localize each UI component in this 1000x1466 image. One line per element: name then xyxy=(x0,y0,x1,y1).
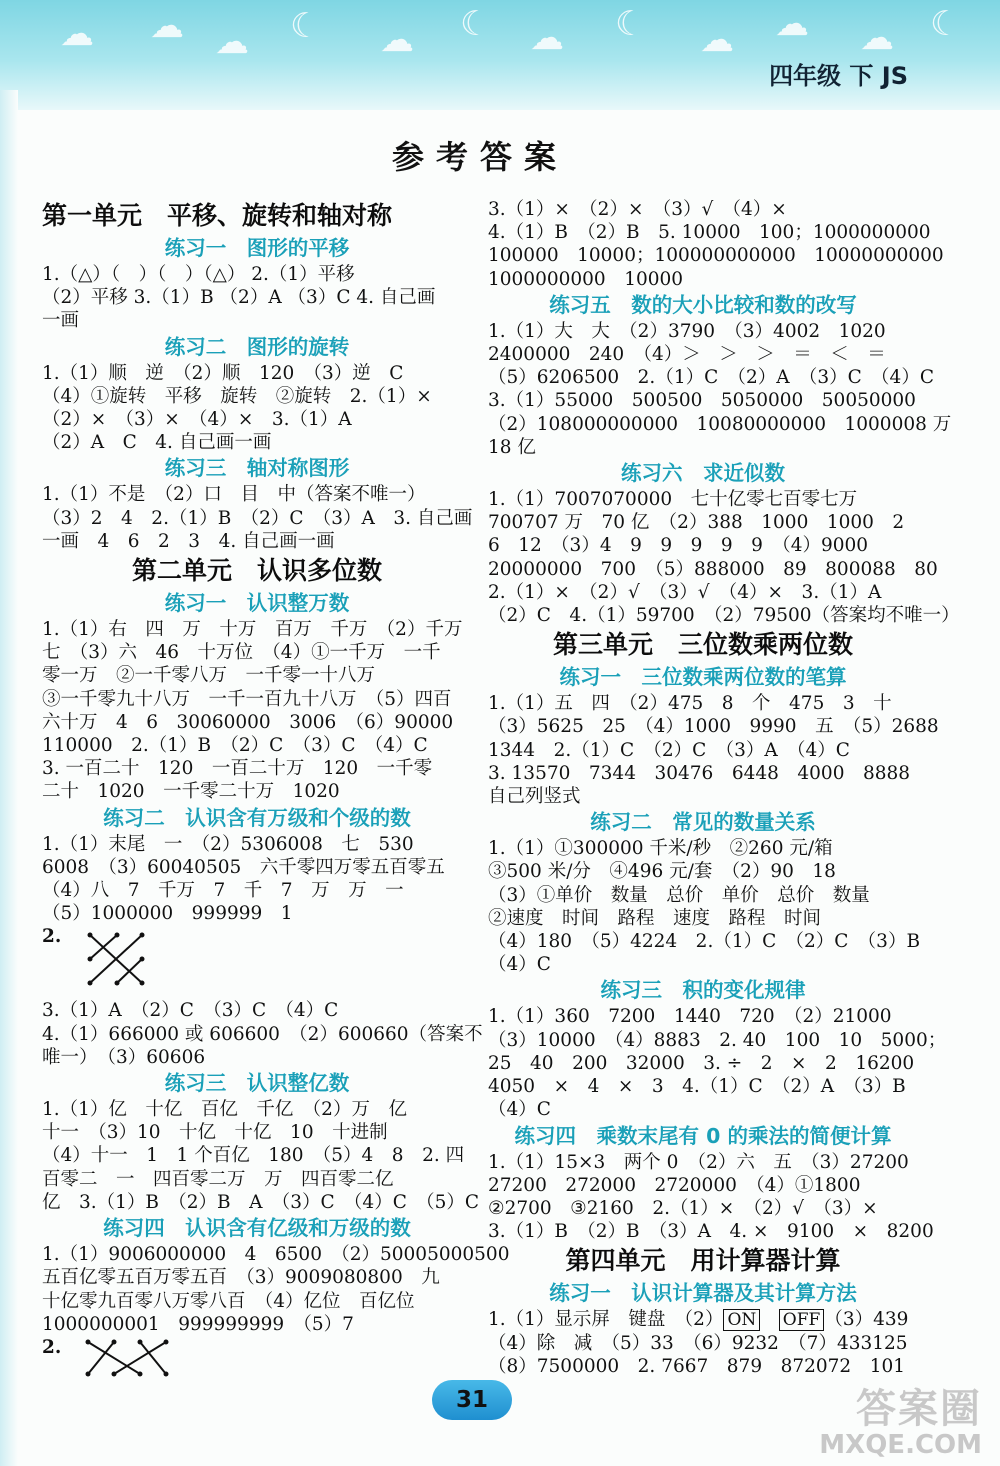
answer-line: 十一 （3）10 十亿 十亿 10 十进制 xyxy=(42,1122,388,1144)
matching-lines-icon xyxy=(62,925,202,999)
watermark-url: MXQE.COM xyxy=(819,1430,982,1460)
matching-dot xyxy=(112,1339,117,1344)
answer-line: 1000000001 999999999 （5）7 xyxy=(42,1313,354,1335)
section-heading: 练习一 图形的平移 xyxy=(164,236,350,260)
answer-line: 1.（1）360 7200 1440 720 （2）21000 xyxy=(488,1006,892,1028)
answer-line: 27200 272000 2720000 （4）①1800 xyxy=(488,1174,861,1196)
matching-dot xyxy=(115,981,120,986)
answer-line: （4）除 减 （5）33 （6）9232 （7）433125 xyxy=(488,1332,908,1354)
answer-line: 4.（1）B （2）B 5. 10000 100；1000000000 xyxy=(488,222,931,244)
matching-dot xyxy=(88,957,93,962)
answer-line: 3.（1）55000 500500 5050000 50050000 xyxy=(488,390,916,412)
answer-line: 25 40 200 32000 3. ÷ 2 × 2 16200 xyxy=(488,1052,915,1074)
matching-line xyxy=(140,1342,166,1374)
moon-icon: ☾ xyxy=(930,4,961,44)
answer-line: （8）7500000 2. 7667 879 872072 101 xyxy=(488,1355,906,1377)
answer-line: 6008 （3）60040505 六千零四万零五百零五 xyxy=(42,856,445,878)
off-key-icon: OFF xyxy=(779,1309,825,1331)
answer-line: （3）5625 25 （4）1000 9990 五 （5）2688 xyxy=(488,716,939,738)
section-heading: 练习六 求近似数 xyxy=(621,461,785,486)
matching-dot xyxy=(86,1339,91,1344)
answer-line: （4）八 7 千万 7 千 7 万 万 一 xyxy=(42,880,404,902)
answer-line: 1.（1）五 四 （2）475 8 个 475 3 十 xyxy=(488,693,892,715)
answer-line: 自己列竖式 xyxy=(488,786,581,808)
answer-line: （3）2 4 2.（1）B （2）C （3）A 3. 自己画 xyxy=(42,507,473,529)
answer-line: （5）1000000 999999 1 xyxy=(42,903,293,925)
cloud-icon: ☁ xyxy=(860,18,894,58)
answer-line: 零一万 ②一千零八万 一千零一十八万 xyxy=(42,665,376,687)
answer-line: （2）× （3）× （4）× 3.（1）A xyxy=(42,409,352,431)
answer-line: （2）平移 3.（1）B （2）A （3）C 4. 自己画 xyxy=(42,287,436,309)
answer-line: 1.（1）15×3 两个 0 （2）六 五 （3）27200 xyxy=(488,1151,909,1173)
matching-figure xyxy=(42,925,472,999)
page-number: 31 xyxy=(432,1380,512,1420)
matching-lines-icon xyxy=(62,1336,202,1382)
answer-line: 100000 10000；100000000000 10000000000 xyxy=(488,245,944,267)
answer-line: 3. 一百二十 120 一百二十万 120 一千零 xyxy=(42,758,433,780)
matching-dot xyxy=(138,1371,143,1376)
matching-figure xyxy=(42,1336,472,1382)
answer-line: ②2700 ③2160 2.（1）× （2）√ （3）× xyxy=(488,1197,878,1219)
cloud-icon: ☁ xyxy=(775,4,809,44)
header-banner xyxy=(0,0,1000,110)
answer-line: 亿 3.（1）B （2）B A （3）C （4）C （5）C xyxy=(42,1191,480,1213)
answer-line: （3）10000 （4）8883 2. 40 100 10 5000； xyxy=(488,1029,947,1051)
section-heading: 练习二 常见的数量关系 xyxy=(590,810,816,835)
answer-line: 1.（△）（ ）（ ）（△） 2.（1）平移 xyxy=(42,264,355,285)
matching-line xyxy=(88,1342,114,1374)
answer-line: 110000 2.（1）B （2）C （3）C （4）C xyxy=(42,735,428,757)
cloud-icon: ☁ xyxy=(60,14,94,54)
answer-line: （4）①旋转 平移 旋转 ②旋转 2.（1）× xyxy=(42,385,432,407)
watermark-logo-text: 答案圈 xyxy=(856,1386,982,1432)
answer-line: （2）A C 4. 自己画一画 xyxy=(42,432,272,454)
section-heading: 练习一 认识计算器及其计算方法 xyxy=(549,1281,857,1306)
cloud-icon: ☁ xyxy=(530,18,564,58)
answer-line: （4）C xyxy=(488,954,551,976)
answer-text: 1.（1）显示屏 键盘 （2） xyxy=(488,1309,724,1331)
moon-icon: ☾ xyxy=(615,4,646,44)
answer-line: 十亿零九百零八万零八百 （4）亿位 百亿位 xyxy=(42,1290,415,1312)
section-heading: 练习三 认识整亿数 xyxy=(164,1071,350,1096)
answer-line: 1.（1）7007070000 七十亿零七百零七万 xyxy=(488,489,858,511)
question-number: 2. xyxy=(42,926,62,948)
matching-line xyxy=(114,1342,166,1374)
matching-dot xyxy=(140,981,145,986)
unit-heading: 第二单元 认识多位数 xyxy=(131,556,382,586)
page-title: 参考答案 xyxy=(391,138,568,176)
cloud-icon: ☁ xyxy=(380,20,414,60)
answer-line: 4050 × 4 × 3 4.（1）C （2）A （3）B xyxy=(488,1076,906,1098)
answer-line: 3.（1）B （2）B （3）A 4. × 9100 × 8200 xyxy=(488,1221,934,1243)
matching-dot xyxy=(115,933,120,938)
answer-line: 百零二 一 四百零二万 万 四百零二亿 xyxy=(42,1168,394,1190)
section-heading: 练习五 数的大小比较和数的改写 xyxy=(549,292,857,317)
on-key-icon: ON xyxy=(723,1309,760,1331)
answer-line: （4）十一 1 1 个百亿 180 （5）4 8 2. 四 xyxy=(42,1145,465,1167)
unit-heading: 第四单元 用计算器计算 xyxy=(565,1246,841,1276)
cloud-icon: ☁ xyxy=(215,22,249,62)
answer-line: 1.（1）9006000000 4 6500 （2）50005000500 xyxy=(42,1244,510,1266)
question-number: 2. xyxy=(42,1336,62,1358)
answer-line: 4.（1）666000 或 606600 （2）600660（答案不 xyxy=(42,1023,483,1045)
answer-line: （5）6206500 2.（1）C （2）A （3）C （4）C xyxy=(488,367,934,389)
section-heading: 练习四 认识含有亿级和万级的数 xyxy=(103,1216,411,1241)
answer-line: （4）180 （5）4224 2.（1）C （2）C （3）B xyxy=(488,931,921,953)
answer-line: （2）C 4.（1）59700 （2）79500（答案均不唯一） xyxy=(488,605,960,627)
matching-dot xyxy=(86,1371,91,1376)
watermark xyxy=(819,1388,982,1460)
answer-line: 20000000 700 （5）888000 89 800088 80 xyxy=(488,558,938,580)
answer-line xyxy=(488,1308,918,1331)
matching-dot xyxy=(140,933,145,938)
matching-dot xyxy=(140,957,145,962)
answer-line: ③500 米/分 ④496 元/套 （2）90 18 xyxy=(488,861,836,883)
answer-line: ③一千零九十八万 一千一百九十八万 （5）四百 xyxy=(42,688,452,710)
answer-line: 七 （3）六 46 十万位 （4）①一千万 一千 xyxy=(42,642,441,664)
answer-line: 2400000 240 （4）＞ ＞ ＞ ＝ ＜ ＝ xyxy=(488,344,886,366)
moon-icon: ☾ xyxy=(460,4,491,44)
unit-heading: 第一单元 平移、旋转和轴对称 xyxy=(42,201,393,230)
answer-line: 1.（1）亿 十亿 百亿 千亿 （2）万 亿 xyxy=(42,1099,407,1121)
answer-line: 唯一） （3）60606 xyxy=(42,1046,206,1068)
cloud-icon: ☁ xyxy=(150,6,184,46)
answer-line: 1344 2.（1）C （2）C （3）A （4）C xyxy=(488,739,850,761)
answer-line: 700707 万 70 亿 （2）388 1000 1000 2 xyxy=(488,512,905,534)
spacer xyxy=(760,1309,779,1330)
matching-dot xyxy=(88,981,93,986)
section-heading: 练习二 图形的旋转 xyxy=(164,334,350,359)
matching-dot xyxy=(164,1371,169,1376)
answer-line: 3.（1）A （2）C （3）C （4）C xyxy=(42,1000,339,1022)
answer-line: 3. 13570 7344 30476 6448 4000 8888 xyxy=(488,762,911,784)
answer-line: ②速度 时间 路程 速度 路程 时间 xyxy=(488,907,822,929)
moon-icon: ☾ xyxy=(290,6,321,46)
answer-line: 1000000000 10000 xyxy=(488,268,684,290)
matching-dot xyxy=(112,1371,117,1376)
matching-dot xyxy=(164,1339,169,1344)
matching-dot xyxy=(88,933,93,938)
answer-line: 一画 4 6 2 3 4. 自己画一画 xyxy=(42,530,335,552)
unit-heading: 第三单元 三位数乘两位数 xyxy=(552,630,853,660)
answer-line: （4）C xyxy=(488,1099,551,1121)
cloud-icon: ☁ xyxy=(700,20,734,60)
answer-line: 6 12 （3）4 9 9 9 9 9 （4）9000 xyxy=(488,535,869,557)
answer-line: 3.（1）× （2）× （3）√ （4）× xyxy=(488,199,787,220)
answer-line: 六十万 4 6 30060000 3006 （6）90000 xyxy=(42,711,454,733)
section-heading: 练习三 轴对称图形 xyxy=(164,456,350,481)
grade-label: 四年级 下 JS xyxy=(769,62,908,90)
answer-line: 二十 1020 一千零二十万 1020 xyxy=(42,781,340,803)
answer-line: （2）108000000000 10080000000 1000008 万 xyxy=(488,413,952,435)
answer-line: 一画 xyxy=(42,310,80,332)
left-column xyxy=(42,198,510,1382)
answer-line: 五百亿零五百万零五百 （3）9009080800 九 xyxy=(42,1267,440,1289)
section-heading: 练习二 认识含有万级和个级的数 xyxy=(103,805,411,830)
answer-text: （3）439 xyxy=(824,1309,909,1331)
right-column xyxy=(488,198,960,1378)
section-heading: 练习三 积的变化规律 xyxy=(600,978,806,1003)
answer-line: 1.（1）末尾 一 （2）5306008 七 530 xyxy=(42,833,414,855)
left-margin-band xyxy=(0,90,18,1466)
answer-line: 1.（1）右 四 万 十万 百万 千万 （2）千万 xyxy=(42,619,463,641)
answer-line: 18 亿 xyxy=(488,436,536,458)
section-heading: 练习四 乘数末尾有 0 的乘法的简便计算 xyxy=(514,1123,892,1148)
matching-line xyxy=(88,1342,140,1374)
answer-line: 2.（1）× （2）√ （3）√ （4）× 3.（1）A xyxy=(488,581,882,603)
answer-line: 1.（1）顺 逆 （2）顺 120 （3）逆 C xyxy=(42,362,404,384)
answer-line: （3）①单价 数量 总价 单价 总价 数量 xyxy=(488,884,870,906)
answer-line: 1.（1）①300000 千米/秒 ②260 元/箱 xyxy=(488,838,833,860)
matching-dot xyxy=(138,1339,143,1344)
section-heading: 练习一 认识整万数 xyxy=(164,591,350,616)
answer-line: 1.（1）不是 （2）口 目 中（答案不唯一） xyxy=(42,484,426,506)
answer-line: 1.（1）大 大 （2）3790 （3）4002 1020 xyxy=(488,320,886,342)
section-heading: 练习一 三位数乘两位数的笔算 xyxy=(559,665,847,690)
